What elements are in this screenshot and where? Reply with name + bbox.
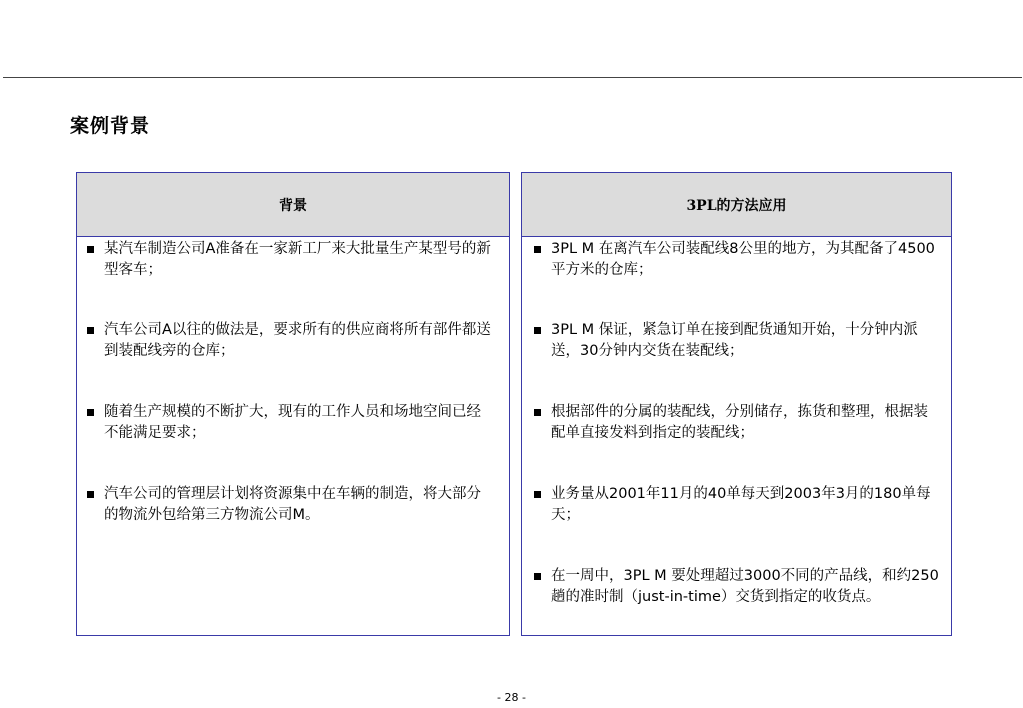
background-panel — [76, 172, 510, 636]
page-number: - 28 - — [497, 691, 526, 704]
square-bullet-icon — [534, 409, 541, 416]
list-item: 某汽车制造公司A准备在一家新工厂来大批量生产某型号的新型客车； — [87, 239, 492, 281]
header-divider — [3, 77, 1022, 78]
background-panel-header: 背景 — [77, 173, 509, 237]
list-item: 3PL M 保证，紧急订单在接到配货通知开始，十分钟内派送，30分钟内交货在装配线； — [534, 320, 942, 362]
square-bullet-icon — [87, 327, 94, 334]
square-bullet-icon — [87, 491, 94, 498]
square-bullet-icon — [534, 327, 541, 334]
list-item: 根据部件的分属的装配线，分别储存，拣货和整理，根据装配单直接发料到指定的装配线； — [534, 402, 942, 444]
list-item: 汽车公司A以往的做法是，要求所有的供应商将所有部件都送到装配线旁的仓库； — [87, 320, 492, 362]
list-item: 汽车公司的管理层计划将资源集中在车辆的制造，将大部分的物流外包给第三方物流公司M。 — [87, 484, 492, 526]
square-bullet-icon — [534, 491, 541, 498]
square-bullet-icon — [534, 573, 541, 580]
3pl-application-panel-header: 3PL的方法应用 — [522, 173, 951, 237]
slide-title: 案例背景 — [70, 115, 151, 137]
list-item: 业务量从2001年11月的40单每天到2003年3月的180单每天； — [534, 484, 942, 526]
square-bullet-icon — [87, 246, 94, 253]
list-item: 在一周中，3PL M 要处理超过3000不同的产品线，和约250趟的准时制（just-in-time）交货到指定的收货点。 — [534, 566, 942, 608]
square-bullet-icon — [87, 409, 94, 416]
list-item: 随着生产规模的不断扩大，现有的工作人员和场地空间已经不能满足要求； — [87, 402, 492, 444]
3pl-application-panel — [521, 172, 952, 636]
square-bullet-icon — [534, 246, 541, 253]
list-item: 3PL M 在离汽车公司装配线8公里的地方，为其配备了4500平方米的仓库； — [534, 239, 942, 281]
